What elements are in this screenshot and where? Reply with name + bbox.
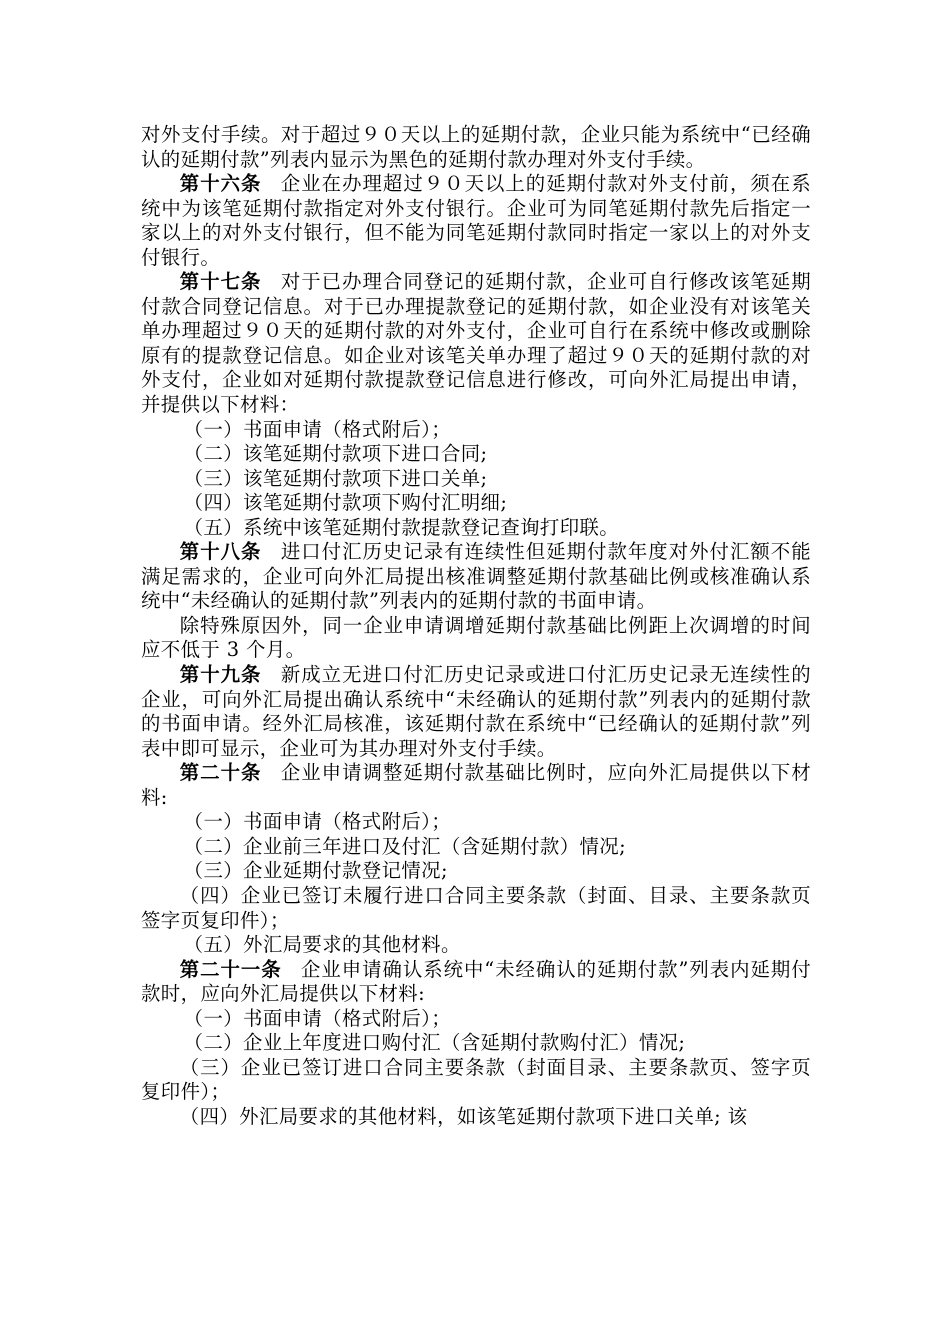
article-20 <box>141 761 811 810</box>
article-18 <box>141 540 811 614</box>
paragraph-text: 除特殊原因外，同一企业申请调增延期付款基础比例距上次调增的时间应不低于 3 个月。 <box>141 613 811 662</box>
list-item: （四）企业已签订未履行进口合同主要条款（封面、目录、主要条款页签字页复印件）； <box>141 883 811 932</box>
list-item: （三）该笔延期付款项下进口关单; <box>183 466 488 490</box>
article-heading: 第十七条 <box>179 270 262 294</box>
document-page <box>141 123 811 1129</box>
article-text: 对于已办理合同登记的延期付款，企业可自行修改该笔延期付款合同登记信息。对于已办理提款登记的延期付款，如企业没有对该笔关单办理超过９０天的延期付款的对外支付，企业可自行在系统中修改或删除原有的提款登记信息。如企业对该笔关单办理了超过９０天的延期付款的对外支付，企业如对延期付款提款登记信息进行修改，可向外汇局提出申请，并提供以下材料： <box>141 270 811 417</box>
list-item: （二）企业前三年进口及付汇（含延期付款）情况; <box>183 834 626 858</box>
article-heading: 第二十一条 <box>179 957 282 981</box>
list-item: （三）企业延期付款登记情况; <box>183 859 448 883</box>
list-item: （一）书面申请（格式附后）； <box>183 1006 452 1030</box>
list-item: （四）该笔延期付款项下购付汇明细; <box>183 491 508 515</box>
article-heading: 第十九条 <box>179 663 262 687</box>
article-text: 新成立无进口付汇历史记录或进口付汇历史记录无连续性的企业，可向外汇局提出确认系统中“未经确认的延期付款”列表内的延期付款的书面申请。经外汇局核准，该延期付款在系统中“已经确认的延期付款”列表中即可显示，企业可为其办理对外支付手续。 <box>141 663 811 760</box>
article-text: 企业申请确认系统中“未经确认的延期付款”列表内延期付款时，应向外汇局提供以下材料: <box>141 957 811 1006</box>
list-item: （一）书面申请（格式附后）； <box>183 417 452 441</box>
paragraph <box>141 614 811 663</box>
article-text: 企业申请调整延期付款基础比例时，应向外汇局提供以下材料: <box>141 761 811 809</box>
list-item: （三）企业已签订进口合同主要条款（封面目录、主要条款页、签字页复印件）； <box>141 1055 811 1104</box>
article-text: 企业在办理超过９０天以上的延期付款对外支付前，须在系统中为该笔延期付款指定对外支付银行。企业可为同笔延期付款先后指定一家以上的对外支付银行，但不能为同笔延期付款同时指定一家以上的对外支付银行。 <box>141 172 811 269</box>
article-heading: 第十八条 <box>179 540 262 564</box>
article-heading: 第二十条 <box>179 761 262 785</box>
list-item: （五）系统中该笔延期付款提款登记查询打印联。 <box>183 515 620 539</box>
article-16 <box>141 172 811 270</box>
article-19 <box>141 663 811 761</box>
paragraph <box>141 123 811 172</box>
article-17 <box>141 270 811 417</box>
list-item: （一）书面申请（格式附后）； <box>183 810 452 834</box>
paragraph-text: 对外支付手续。对于超过９０天以上的延期付款，企业只能为系统中“已经确认的延期付款”列表内显示为黑色的延期付款办理对外支付手续。 <box>141 123 811 171</box>
article-text: 进口付汇历史记录有连续性但延期付款年度对外付汇额不能满足需求的，企业可向外汇局提出核准调整延期付款基础比例或核准确认系统中“未经确认的延期付款”列表内的延期付款的书面申请。 <box>141 540 811 613</box>
list-item: （二）企业上年度进口购付汇（含延期付款购付汇）情况; <box>183 1031 686 1055</box>
list-item: （二）该笔延期付款项下进口合同; <box>183 442 488 466</box>
article-21 <box>141 958 811 1007</box>
article-heading: 第十六条 <box>179 172 262 196</box>
list-item: （五）外汇局要求的其他材料。 <box>183 933 461 957</box>
list-item: （四）外汇局要求的其他材料，如该笔延期付款项下进口关单; 该 <box>179 1104 748 1128</box>
